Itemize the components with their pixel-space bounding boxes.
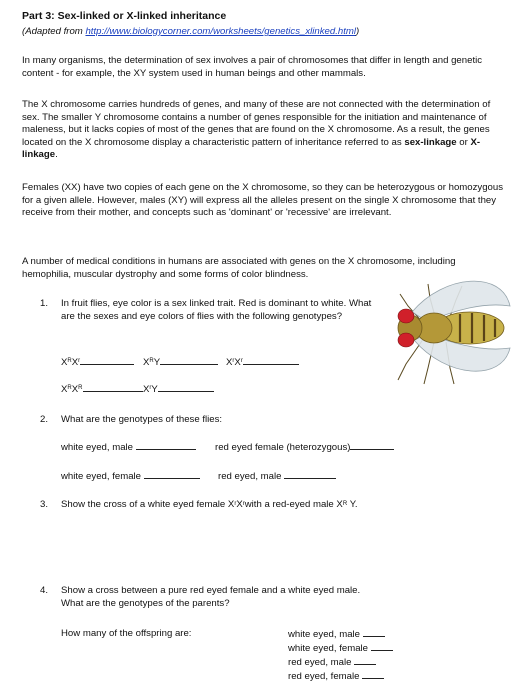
- answer-blank[interactable]: [136, 441, 196, 450]
- source-prefix: (Adapted from: [22, 26, 86, 37]
- q4-line2: What are the genotypes of the parents?: [61, 598, 230, 609]
- q2-text: What are the genotypes of these flies:: [61, 414, 223, 425]
- genotype-xry-recessive: $X^rY$: [143, 383, 214, 397]
- source-link[interactable]: http://www.biologycorner.com/worksheets/genetics_xlinked.html: [85, 26, 356, 37]
- q4-offspring-prompt: How many of the offspring are:: [61, 628, 192, 639]
- q1-number: 1.: [40, 298, 49, 309]
- source-attribution: [22, 26, 359, 37]
- answer-blank[interactable]: [354, 656, 376, 665]
- answer-blank[interactable]: [371, 642, 393, 651]
- q1-text: In fruit flies, eye color is a sex linked trait. Red is dominant to white. What are the sexes and eye colors of flies with the following genotypes?: [61, 298, 372, 322]
- q2-number: 2.: [40, 414, 49, 425]
- q3-text: Show the cross of a white eyed female $X^rX^rwith$ a red-eyed male $X^R$ Y.: [61, 499, 358, 510]
- p2-end: .: [55, 149, 58, 161]
- offspring-option: white eyed, female: [288, 642, 393, 656]
- answer-blank[interactable]: [83, 383, 143, 392]
- answer-blank[interactable]: [160, 356, 218, 365]
- q4-line1: Show a cross between a pure red eyed female and a white eyed male.: [61, 585, 361, 596]
- section-title: Part 3: Sex-linked or X-linked inheritance: [22, 10, 227, 22]
- answer-blank[interactable]: [243, 356, 299, 365]
- offspring-option: red eyed, male: [288, 656, 376, 670]
- answer-blank[interactable]: [350, 441, 394, 450]
- q2-red-eyed-female-het: red eyed female (heterozygous): [215, 441, 394, 455]
- term-sex-linkage: sex-linkage: [404, 136, 457, 148]
- source-suffix: ): [356, 26, 360, 37]
- paragraph-sex-determination: In many organisms, the determination of sex involves a pair of chromosomes that differ in length and genetic content - for example, the XY system used in human beings and other mammals.: [22, 55, 483, 79]
- answer-blank[interactable]: [158, 383, 214, 392]
- q2-red-eyed-male: red eyed, male: [218, 470, 336, 484]
- paragraph-females-males: Females (XX) have two copies of each gene on the X chromosome, so they can be heterozygous or homozygous for a given allele. However, males (XY) will express all the alleles present on the single X chromosome that they receive from their mother, and concepts such as 'dominant' or 'recessive' are irrelevant.: [22, 182, 504, 219]
- term-x-linkage: X-linkage: [22, 136, 481, 161]
- q3-number: 3.: [40, 499, 49, 510]
- genotype-xRxR: $X^RX^R$: [61, 383, 143, 397]
- answer-blank[interactable]: [363, 628, 385, 637]
- genotype-xrxr: $X^RX^r$: [61, 356, 134, 370]
- paragraph-medical-conditions: A number of medical conditions in humans are associated with genes on the X chromosome, including hemophilia, muscular dystrophy and some forms of color blindness.: [22, 256, 456, 280]
- paragraph-x-chromosome: [22, 99, 506, 162]
- q2-white-eyed-male: white eyed, male: [61, 441, 196, 455]
- answer-blank[interactable]: [80, 356, 134, 365]
- offspring-option: white eyed, male: [288, 628, 385, 642]
- genotype-xrxr-recessive: $X^rX^r$: [226, 356, 299, 370]
- q2-white-eyed-female: white eyed, female: [61, 470, 200, 484]
- p2-text: The X chromosome carries hundreds of genes, and many of these are not connected with the determination of sex. The smaller Y chromosome contains a number of genes responsible for the initiation and maintenance of maleness, but it lacks copies of most of the genes that are found on the X chromosome. As a result, the genes located on the X chromosome display a characteristic pattern of inheritance referred to as: [22, 99, 491, 148]
- p2-or: or: [456, 136, 471, 148]
- q4-number: 4.: [40, 585, 49, 596]
- answer-blank[interactable]: [144, 470, 200, 479]
- fruit-fly-illustration-icon: [384, 276, 516, 386]
- genotype-xry: $X^RY$: [143, 356, 218, 370]
- answer-blank[interactable]: [284, 470, 336, 479]
- offspring-option: red eyed, female: [288, 670, 384, 684]
- answer-blank[interactable]: [362, 670, 384, 679]
